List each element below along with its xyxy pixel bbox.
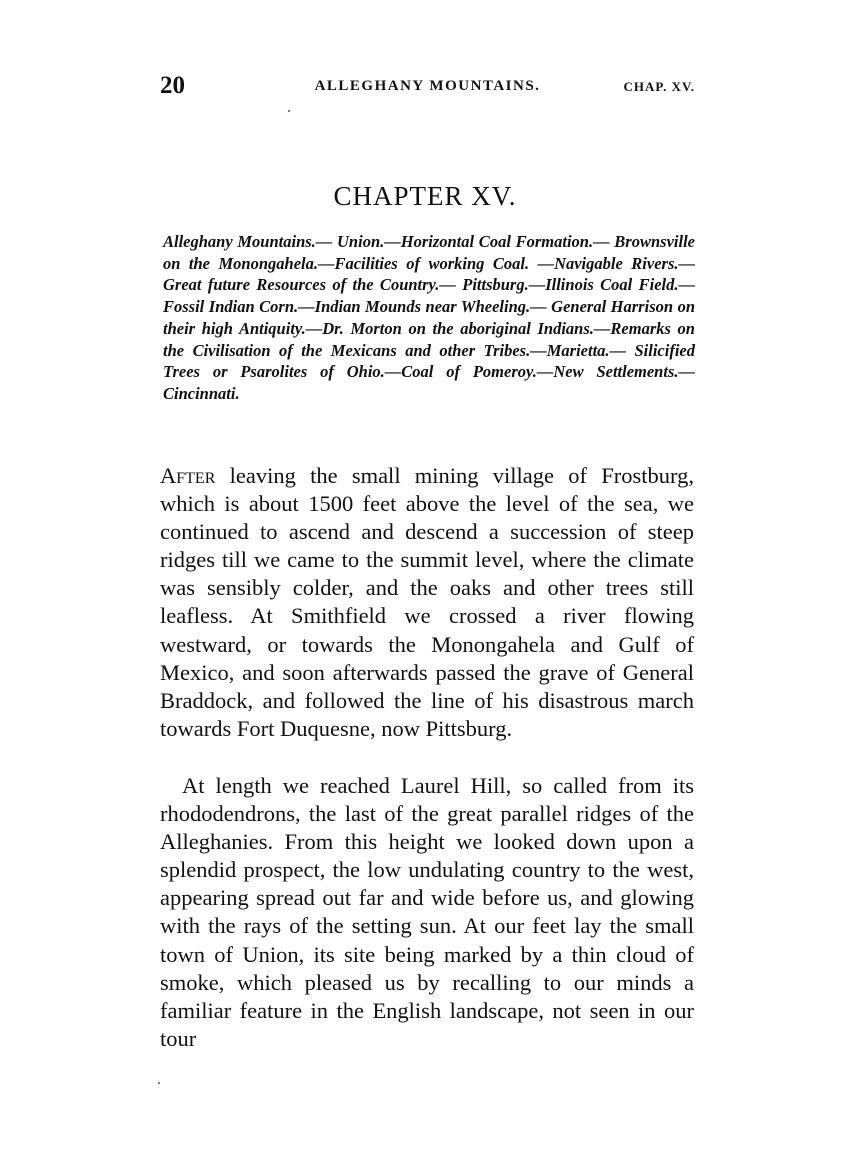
running-title: ALLEGHANY MOUNTAINS. [314, 78, 541, 94]
paragraph-1-lead-word: After [160, 463, 216, 488]
paragraph-1 [160, 462, 694, 743]
paragraph-2-text: At length we reached Laurel Hill, so called from its rhododendrons, the last of the great parallel ridges of the Alleghanies. From this height we looked down upon a splendid prospect, the low undulating country to the west, appearing spread out far and wide before us, and glowing with the rays of the setting sun. At our feet lay the small town of Union, its site being marked by a thin cloud of smoke, which pleased us by recalling to our minds a familiar feature in the English landscape, not seen in our tour [160, 773, 694, 1051]
page-number: 20 [160, 72, 185, 99]
print-speck [288, 110, 290, 112]
chapter-summary: Alleghany Mountains.— Union.—Horizontal Coal Formation.— Brownsville on the Monongahela.—Facilities of working Coal. —Navigable Rivers.— Great future Resources of the Country.— Pittsburg.—Illinois Coal Field.—Fossil Indian Corn.—Indian Mounds near Wheeling.— General Harrison on their high Antiquity.—Dr. Morton on the aboriginal Indians.—Remarks on the Civilisation of the Mexicans and other Tribes.—Marietta.— Silicified Trees or Psarolites of Ohio.—Coal of Pomeroy.—New Settlements.—Cincinnati. [163, 232, 695, 403]
print-speck [158, 1082, 160, 1084]
paragraph-1-text: leaving the small mining village of Frostburg, which is about 1500 feet above the level of the sea, we continued to ascend and descend a succession of steep ridges till we came to the summit level, where the climate was sensibly colder, and the oaks and other trees still leafless. At Smithfield we crossed a river flowing westward, or towards the Monongahela and Gulf of Mexico, and soon afterwards passed the grave of General Braddock, and followed the line of his disastrous march towards Fort Duquesne, now Pittsburg. [160, 463, 694, 741]
paragraph-2 [160, 772, 694, 1053]
chapter-title: CHAPTER XV. [333, 181, 517, 211]
chapter-reference: CHAP. XV. [623, 79, 695, 94]
running-header [160, 72, 695, 102]
